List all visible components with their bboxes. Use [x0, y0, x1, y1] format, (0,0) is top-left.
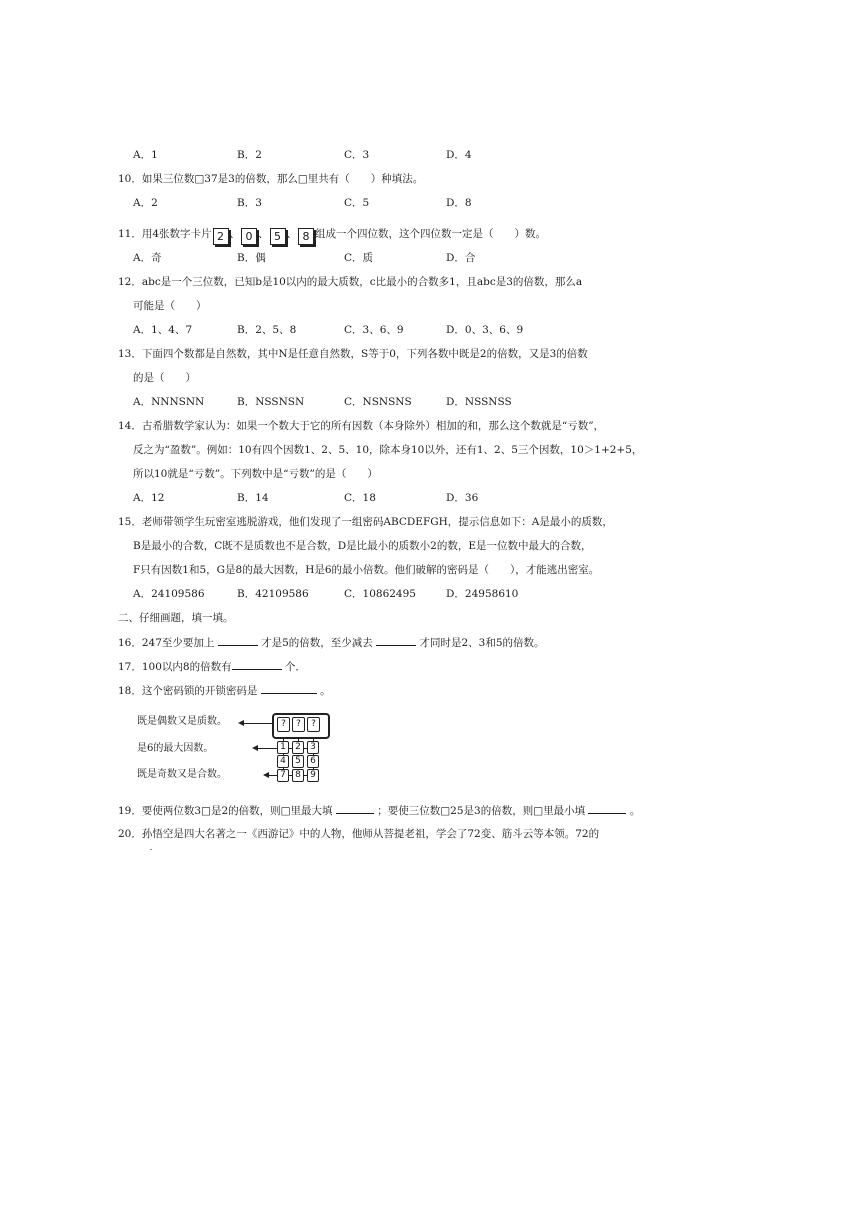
q14-stem-line1: 14．古希腊数学家认为：如果一个数大于它的所有因数（本身除外）相加的和，那么这个数就是“亏数”， — [118, 420, 605, 432]
q12-options — [133, 323, 613, 337]
q19-stem — [118, 803, 640, 818]
q16-part3: 才同时是2、3和5的倍数。 — [419, 637, 545, 649]
q19-blank-2[interactable] — [588, 803, 626, 814]
q17-blank[interactable] — [232, 659, 282, 670]
keypad-key-4: 4 — [277, 755, 289, 768]
q15-options — [133, 587, 613, 601]
q12-option-b[interactable]: B．2、5、8 — [237, 324, 297, 336]
keypad-key-9: 9 — [307, 769, 319, 782]
q13-stem-line2: 的是（ ） — [133, 372, 196, 384]
q13-options — [133, 395, 613, 409]
section-2-title: 二、仔细画题，填一填。 — [118, 612, 234, 624]
q16-blank-1[interactable] — [218, 635, 258, 646]
q14-stem-line3: 所以10就是“亏数”。下列数中是“亏数”的是（ ） — [133, 468, 378, 480]
q15-option-b[interactable]: B．42109586 — [237, 588, 309, 600]
keypad-key-6: 6 — [307, 755, 319, 768]
q14-options — [133, 491, 613, 505]
q15-option-a[interactable]: A．24109586 — [133, 588, 205, 600]
lock-digit-1: ? — [277, 717, 290, 732]
card-separator: 、 — [258, 228, 269, 240]
q10-options — [133, 196, 613, 210]
q10-stem: 10．如果三位数□37是3的倍数，那么□里共有（ ）种填法。 — [118, 173, 424, 185]
q14-option-b[interactable]: B．14 — [237, 492, 269, 504]
q15-option-d[interactable]: D．24958610 — [446, 588, 519, 600]
keypad-key-1: 1 — [277, 741, 289, 754]
q18-part2: 。 — [320, 685, 331, 697]
digit-card-8: 8 — [298, 228, 314, 245]
q17-part1: 17．100以内8的倍数有 — [118, 661, 232, 673]
q11-option-d[interactable]: D．合 — [446, 252, 476, 264]
keypad-key-8: 8 — [292, 769, 304, 782]
q14-option-c[interactable]: C．18 — [344, 492, 376, 504]
lock-digit-2: ? — [292, 717, 305, 732]
q18-part1: 18．这个密码锁的开锁密码是 — [118, 685, 258, 697]
card-separator: 、 — [229, 228, 241, 240]
q15-option-c[interactable]: C．10862495 — [344, 588, 416, 600]
q11-option-a[interactable]: A．奇 — [133, 252, 162, 264]
digit-card-2: 2 — [213, 228, 229, 245]
keypad-key-2: 2 — [292, 741, 304, 754]
q9-option-a[interactable]: A．1 — [133, 149, 158, 161]
q9-option-b[interactable]: B．2 — [237, 149, 262, 161]
q11-stem-after: 组成一个四位数，这个四位数一定是（ ）数。 — [315, 228, 547, 240]
q9-option-c[interactable]: C．3 — [344, 149, 370, 161]
q12-option-c[interactable]: C．3、6、9 — [344, 324, 404, 336]
q19-part2: ；要使三位数□25是3的倍数，则□里最小填 — [377, 805, 586, 817]
q15-stem-line1: 15．老师带领学生玩密室逃脱游戏，他们发现了一组密码ABCDEFGH，提示信息如下：A是最小的质数， — [118, 516, 613, 528]
lock-digit-3: ? — [307, 717, 320, 732]
arrow-head-icon — [252, 745, 258, 751]
q15-stem-line2: B是最小的合数，C既不是质数也不是合数，D是比最小的质数小2的数，E是一位数中最大的合数， — [133, 540, 592, 552]
q10-option-b[interactable]: B．3 — [237, 197, 262, 209]
keypad-key-5: 5 — [292, 755, 304, 768]
q16-part1: 16．247至少要加上 — [118, 637, 215, 649]
q13-option-a[interactable]: A．NNNSNN — [133, 396, 205, 408]
q14-option-a[interactable]: A．12 — [133, 492, 165, 504]
lock-clue-3: 既是奇数又是合数。 — [137, 769, 227, 780]
arrow-head-icon — [263, 772, 269, 778]
q11-stem-before: 11．用4张数字卡片 — [118, 228, 212, 240]
q17-part2: 个． — [284, 661, 306, 673]
q19-part3: 。 — [629, 805, 641, 817]
q14-option-d[interactable]: D．36 — [446, 492, 479, 504]
q16-stem — [118, 635, 545, 650]
q12-option-d[interactable]: D．0、3、6、9 — [446, 324, 524, 336]
keypad-key-3: 3 — [307, 741, 319, 754]
digit-card-5: 5 — [270, 228, 286, 245]
card-separator: 、 — [286, 228, 298, 240]
q16-part2: 才是5的倍数，至少减去 — [261, 637, 373, 649]
q19-blank-1[interactable] — [336, 803, 374, 814]
q13-option-b[interactable]: B．NSSNSN — [237, 396, 305, 408]
scan-mark — [150, 849, 152, 850]
q13-option-c[interactable]: C．NSNSNS — [344, 396, 412, 408]
arrow-clue-1 — [240, 723, 272, 724]
q13-stem-line1: 13．下面四个数都是自然数，其中N是任意自然数，S等于0，下列各数中既是2的倍数，又是3的倍数 — [118, 348, 588, 360]
q12-stem-line2: 可能是（ ） — [133, 300, 207, 312]
q18-blank[interactable] — [261, 683, 317, 694]
q20-stem-line1: 20．孙悟空是四大名著之一《西游记》中的人物，他师从菩提老祖，学会了72变、筋斗云等本领。72的 — [118, 828, 600, 840]
q13-option-d[interactable]: D．NSSNSS — [446, 396, 512, 408]
q12-stem-line1: 12．abc是一个三位数，已知b是10以内的最大质数，c比最小的合数多1，且abc是3的倍数，那么a — [118, 276, 583, 288]
lock-clue-2: 是6的最大因数。 — [137, 743, 214, 754]
q16-blank-2[interactable] — [376, 635, 416, 646]
q10-option-c[interactable]: C．5 — [344, 197, 370, 209]
lock-clue-1: 既是偶数又是质数。 — [137, 716, 227, 727]
arrow-head-icon — [238, 720, 244, 726]
q10-option-a[interactable]: A．2 — [133, 197, 158, 209]
q11-option-b[interactable]: B．偶 — [237, 252, 266, 264]
q18-stem — [118, 683, 331, 698]
q9-option-d[interactable]: D．4 — [446, 149, 472, 161]
q19-part1: 19．要使两位数3□是2的倍数，则□里最大填 — [118, 805, 333, 817]
q11-options — [133, 251, 613, 265]
q14-stem-line2: 反之为“盈数”。例如：10有四个因数1、2、5、10，除本身10以外，还有1、2、5三个因数，10＞1+2+5， — [133, 444, 643, 456]
q15-stem-line3: F只有因数1和5，G是8的最大因数，H是6的最小倍数。他们破解的密码是（ ），才能逃出密室。 — [133, 564, 600, 576]
q10-option-d[interactable]: D．8 — [446, 197, 472, 209]
q11-option-c[interactable]: C．质 — [344, 252, 374, 264]
q17-stem — [118, 659, 306, 674]
q9-options — [133, 148, 613, 162]
q12-option-a[interactable]: A．1、4、7 — [133, 324, 193, 336]
digit-card-0: 0 — [241, 228, 257, 245]
keypad-key-7: 7 — [277, 769, 289, 782]
q11-stem — [118, 227, 546, 245]
